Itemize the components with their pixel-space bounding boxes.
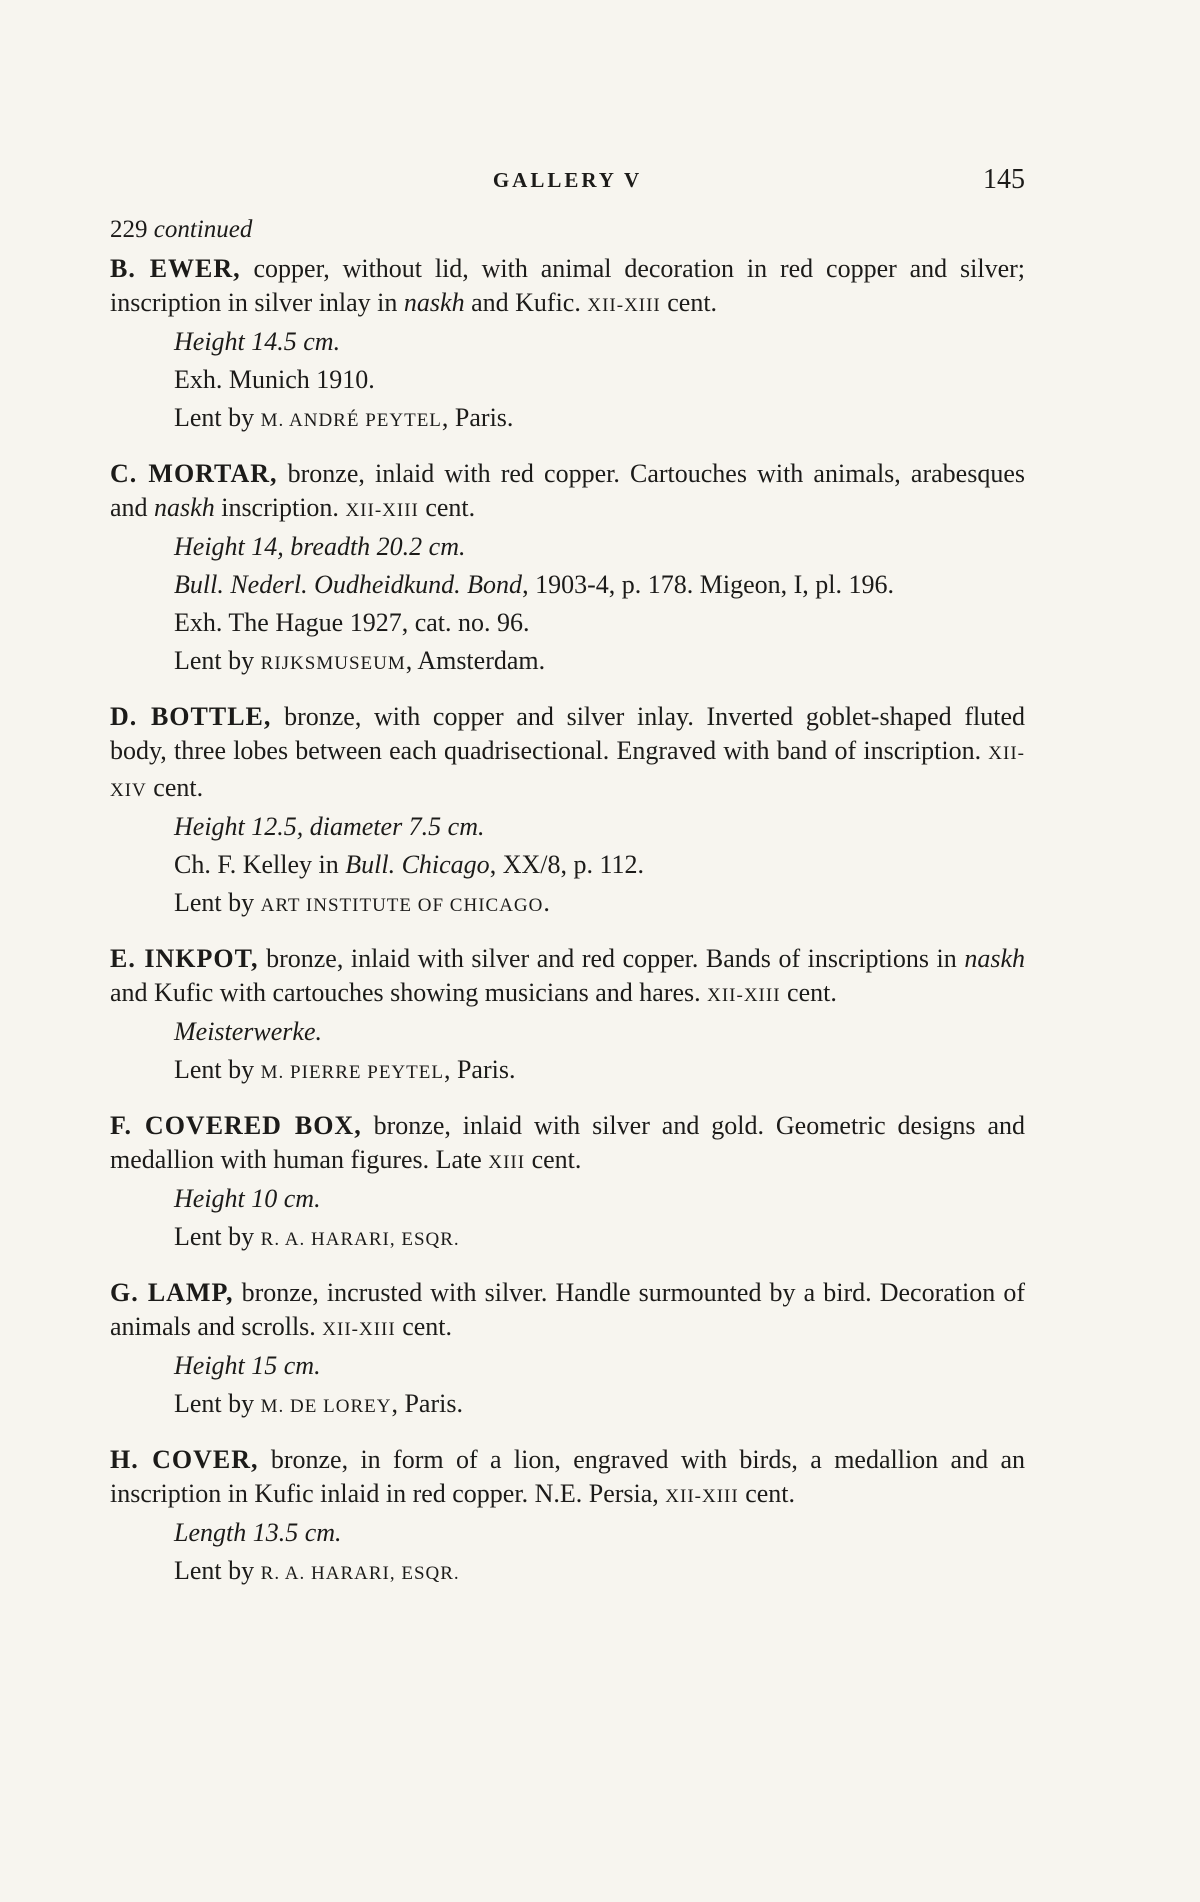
entry-title: H. COVER, xyxy=(110,1445,259,1474)
entry-title: B. EWER, xyxy=(110,254,241,283)
entry-lender: Lent by R. A. HARARI, ESQR. xyxy=(174,1222,460,1251)
entry-lender: Lent by ART INSTITUTE OF CHICAGO. xyxy=(174,888,550,917)
century: XII-XIII xyxy=(707,985,781,1006)
century: XII-XIV xyxy=(110,743,1025,801)
entry-lender: Lent by M. PIERRE PEYTEL, Paris. xyxy=(174,1055,516,1084)
entry-mortar xyxy=(110,457,1025,683)
page-number: 145 xyxy=(983,164,1025,195)
entry-exhibition: Exh. Munich 1910. xyxy=(174,365,375,394)
entry-title: C. MORTAR, xyxy=(110,459,278,488)
entry-covered-box xyxy=(110,1109,1025,1259)
entry-measure: Height 14, breadth 20.2 cm. xyxy=(174,532,466,561)
entry-exhibition: Exh. The Hague 1927, cat. no. 96. xyxy=(174,608,530,637)
catalogue-number: 229 xyxy=(110,216,148,243)
entry-title: D. BOTTLE, xyxy=(110,702,272,731)
century: XII-XIII xyxy=(587,295,661,316)
entry-title: F. COVERED BOX, xyxy=(110,1111,362,1140)
entry-bottle xyxy=(110,700,1025,925)
entry-reference: Ch. F. Kelley in Bull. Chicago, XX/8, p. 112. xyxy=(174,850,644,879)
entry-description: H. COVER, bronze, in form of a lion, engraved with birds, a medallion and an inscription in Kufic inlaid in red copper. N.E. Persia, XII-XIII cent. xyxy=(110,1445,1025,1508)
entry-reference: Bull. Nederl. Oudheidkund. Bond, 1903-4, p. 178. Migeon, I, pl. 196. xyxy=(174,570,894,599)
century: XII-XIII xyxy=(322,1319,396,1340)
entry-cover xyxy=(110,1443,1025,1593)
entry-title: E. INKPOT, xyxy=(110,944,259,973)
entry-description: G. LAMP, bronze, incrusted with silver. Handle surmounted by a bird. Decoration of animals and scrolls. XII-XIII cent. xyxy=(110,1278,1025,1341)
entry-lender: Lent by R. A. HARARI, ESQR. xyxy=(174,1556,460,1585)
entry-description: E. INKPOT, bronze, inlaid with silver and red copper. Bands of inscriptions in naskh and Kufic with cartouches showing musicians and hares. XII-XIII cent. xyxy=(110,944,1025,1007)
entries-list xyxy=(110,252,1025,1610)
entry-measure: Height 12.5, diameter 7.5 cm. xyxy=(174,812,485,841)
entry-ewer xyxy=(110,252,1025,440)
entry-description: C. MORTAR, bronze, inlaid with red copper. Cartouches with animals, arabesques and naskh inscription. XII-XIII cent. xyxy=(110,459,1025,522)
century: XIII xyxy=(488,1152,526,1173)
gallery-title: GALLERY V xyxy=(492,168,643,192)
running-head xyxy=(110,164,1025,202)
century: XII-XIII xyxy=(665,1486,739,1507)
entry-measure: Height 10 cm. xyxy=(174,1184,321,1213)
entry-description: F. COVERED BOX, bronze, inlaid with silver and gold. Geometric designs and medallion with human figures. Late XIII cent. xyxy=(110,1111,1026,1174)
entry-lender: Lent by RIJKSMUSEUM, Amsterdam. xyxy=(174,646,546,675)
entry-lender: Lent by M. DE LOREY, Paris. xyxy=(174,1389,463,1418)
century: XII-XIII xyxy=(345,500,419,521)
continued-label: continued xyxy=(153,216,253,243)
entry-lender: Lent by M. ANDRÉ PEYTEL, Paris. xyxy=(174,403,514,432)
entry-description: B. EWER, copper, without lid, with animal decoration in red copper and silver; inscription in silver inlay in naskh and Kufic. XII-XIII cent. xyxy=(110,254,1025,317)
continued-heading xyxy=(110,216,252,244)
entry-lamp xyxy=(110,1276,1025,1426)
entry-title: G. LAMP, xyxy=(110,1278,234,1307)
entry-reference: Meisterwerke. xyxy=(174,1017,323,1046)
entry-description: D. BOTTLE, bronze, with copper and silver inlay. Inverted goblet-shaped fluted body, three lobes between each quadrisectional. Engraved with band of inscription. XII-XIV cent. xyxy=(110,702,1025,802)
entry-measure: Height 14.5 cm. xyxy=(174,327,341,356)
entry-measure: Length 13.5 cm. xyxy=(174,1518,342,1547)
entry-measure: Height 15 cm. xyxy=(174,1351,321,1380)
entry-inkpot xyxy=(110,942,1025,1092)
